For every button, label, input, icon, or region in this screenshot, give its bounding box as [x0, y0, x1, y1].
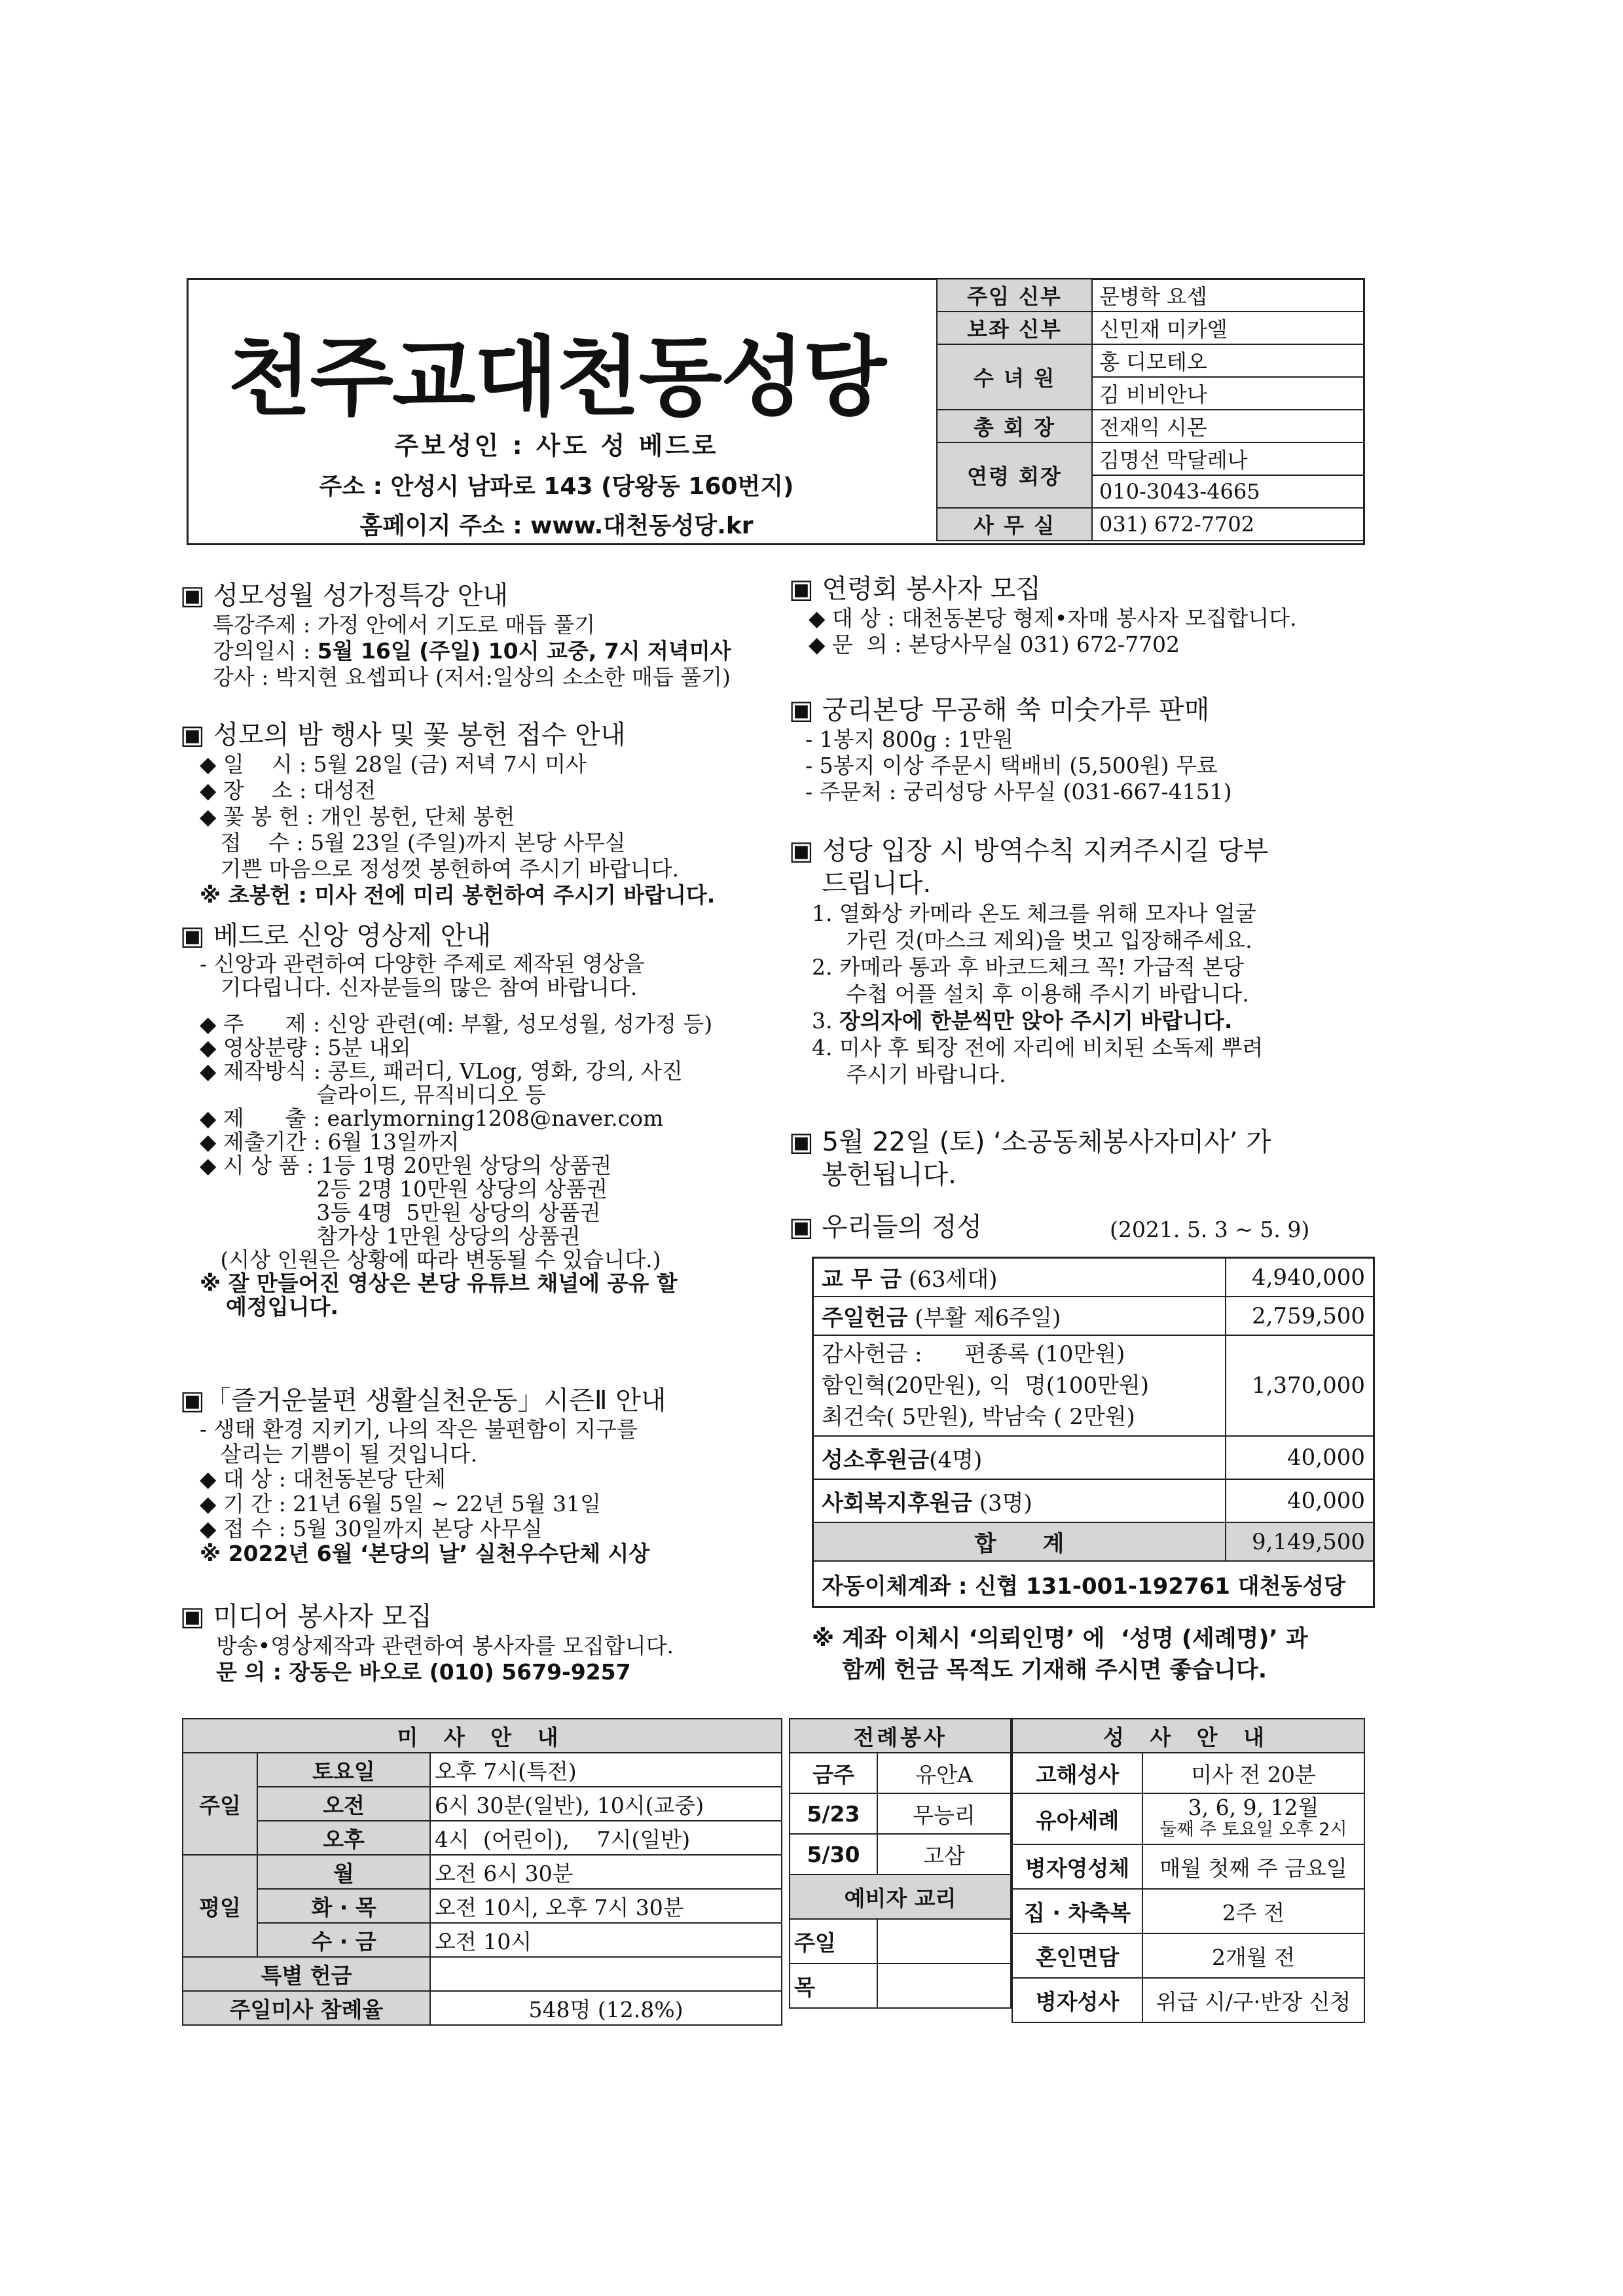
staff-role: 총 회 장 [937, 410, 1092, 442]
total-row [813, 1522, 1374, 1561]
special-offering-label: 특별 헌금 [183, 1957, 430, 1991]
square-bullet-icon: ▣ [180, 921, 213, 951]
text-line: 참가상 1만원 상당의 상품권 [200, 1223, 581, 1249]
staff-name: 신민재 미카엘 [1092, 312, 1364, 344]
section-heading: 미디어 봉사자 모집 [213, 1602, 433, 1632]
table-row [813, 1479, 1374, 1522]
mass-day: 토요일 [257, 1753, 430, 1787]
text-line: ◆ 대 상 : 대천동본당 단체 [200, 1466, 446, 1492]
text-line: 강의일시 : [213, 638, 318, 664]
mass-time: 오전 6시 30분 [430, 1855, 782, 1889]
square-bullet-icon: ▣ [180, 1602, 213, 1632]
liturgy-date: 금주 [790, 1753, 877, 1793]
sacrament-label: 집 · 차축복 [1012, 1889, 1142, 1933]
offering-label: 주일헌금 [822, 1305, 908, 1331]
text-line: 방송•영상제작과 관련하여 봉사자를 모집합니다. [216, 1633, 674, 1659]
liturgy-date: 5/30 [790, 1834, 877, 1874]
square-bullet-icon: ▣ [789, 1212, 822, 1242]
liturgy-group: 고삼 [877, 1834, 1011, 1874]
square-bullet-icon: ▣ [789, 1127, 822, 1157]
total-label: 합 계 [813, 1522, 1226, 1561]
section-heading: 성모성월 성가정특강 안내 [213, 581, 508, 611]
text-line: 기다립니다. 신자분들의 많은 참여 바랍니다. [200, 975, 638, 1000]
sacraments-table [1012, 1718, 1365, 2023]
table-row [813, 1561, 1374, 1607]
square-bullet-icon: ▣ [789, 836, 822, 866]
text-line: ◆ 꽃 봉 헌 : 개인 봉헌, 단체 봉헌 [200, 804, 515, 829]
catechism-title: 예비자 교리 [790, 1874, 1011, 1919]
text-line: 슬라이드, 뮤직비디오 등 [200, 1082, 546, 1107]
church-address: 주소 : 안성시 남파로 143 (당왕동 160번지) [319, 473, 794, 500]
liturgy-title: 전례봉사 [790, 1719, 1011, 1753]
bold-rule: 장의자에 한분씩만 앉아 주시기 바랍니다. [839, 1008, 1233, 1033]
section-offering [789, 1211, 1391, 1244]
section-heading: 궁리본당 무공해 쑥 미숫가루 판매 [822, 695, 1210, 725]
offering-value: 2,759,500 [1226, 1297, 1374, 1335]
staff-name: 문병학 요셉 [1092, 279, 1364, 312]
mass-time: 4시 (어린이), 7시(일반) [430, 1821, 782, 1855]
offering-label: 성소후원금 [822, 1446, 930, 1473]
mass-day: 오전 [257, 1787, 430, 1821]
staff-role: 보좌 신부 [937, 312, 1092, 344]
section-heading-cont: 봉헌됩니다. [822, 1160, 957, 1190]
weekday-label: 평일 [183, 1855, 257, 1957]
offering-label: 사회복지후원금 [822, 1490, 972, 1516]
text-line: ◆ 일 시 : 5월 28일 (금) 저녁 7시 미사 [200, 751, 587, 777]
offering-sub: (63세대) [902, 1266, 998, 1293]
homepage-address: 홈페이지 주소 : www.대천동성당.kr [359, 512, 754, 539]
staff-role: 수 녀 원 [937, 344, 1092, 410]
offering-table [812, 1257, 1375, 1608]
liturgy-group: 무능리 [877, 1793, 1011, 1834]
text-line: 주시기 바랍니다. [812, 1062, 1006, 1087]
text-line: - 신앙과 관련하여 다양한 주제로 제작된 영상을 [200, 951, 645, 977]
liturgy-table [789, 1718, 1012, 2009]
note-line: ※ 계좌 이체시 ‘의뢰인명’ 에 ‘성명 (세례명)’ 과 [812, 1626, 1308, 1652]
offering-value: 4,940,000 [1226, 1258, 1374, 1297]
section-heading: 5월 22일 (토) ‘소공동체봉사자미사’ 가 [822, 1127, 1271, 1157]
section-green-campaign [180, 1384, 769, 1566]
staff-name: 김 비비안나 [1092, 377, 1364, 410]
text-line: ◆ 접 수 : 5월 30일까지 본당 사무실 [200, 1516, 543, 1541]
offering-value: 1,370,000 [1226, 1335, 1374, 1436]
staff-phone: 010-3043-4665 [1092, 475, 1364, 508]
mass-time: 오전 10시, 오후 7시 30분 [430, 1889, 782, 1923]
offering-period: (2021. 5. 3 ~ 5. 9) [1110, 1217, 1310, 1242]
mass-time: 오전 10시 [430, 1923, 782, 1957]
sunday-label: 주일 [183, 1753, 257, 1855]
mass-day: 오후 [257, 1821, 430, 1855]
text-line: 특강주제 : 가정 안에서 기도로 매듭 풀기 [213, 612, 596, 637]
text-line: ◆ 기 간 : 21년 6월 5일 ~ 22년 5월 31일 [200, 1491, 602, 1516]
text-line: ◆ 영상분량 : 5분 내외 [200, 1035, 411, 1060]
mass-time: 6시 30분(일반), 10시(교중) [430, 1787, 782, 1821]
text-line: 접 수 : 5월 23일 (주일)까지 본당 사무실 [200, 830, 626, 855]
catechism-value [877, 1964, 1011, 2008]
staff-name: 홍 디모테오 [1092, 344, 1364, 377]
square-bullet-icon: ▣ [180, 1386, 205, 1416]
section-media-volunteers [180, 1600, 769, 1685]
contact-line: 문 의 : 장동은 바오로 (010) 5679-9257 [216, 1659, 631, 1685]
note-line: 함께 헌금 목적도 기재해 주시면 좋습니다. [842, 1657, 1267, 1683]
staff-role: 사 무 실 [937, 508, 1092, 541]
table-row [813, 1297, 1374, 1335]
text-line: (시상 인원은 상황에 따라 변동될 수 있습니다.) [200, 1247, 661, 1272]
sacrament-value: 2개월 전 [1142, 1933, 1364, 1978]
text-line: 3. [812, 1008, 839, 1033]
section-heading: 연령회 봉사자 모집 [822, 574, 1042, 604]
office-phone: 031) 672-7702 [1092, 508, 1364, 541]
square-bullet-icon: ▣ [789, 695, 822, 725]
special-offering-value [430, 1957, 782, 1991]
offering-sub: (3명) [972, 1490, 1032, 1516]
table-row [813, 1335, 1374, 1436]
section-heading-cont: 드립니다. [822, 869, 932, 899]
text-line: 수첩 어플 설치 후 이용해 주시기 바랍니다. [812, 981, 1249, 1007]
thanks-line: 함인혁(20만원), 익 명(100만원) [822, 1372, 1150, 1399]
text-line: - 생태 환경 지키기, 나의 작은 불편함이 지구를 [200, 1416, 638, 1442]
sacrament-label: 유아세례 [1012, 1793, 1142, 1844]
note-line: ※ 2022년 6월 ‘본당의 날’ 실천우수단체 시상 [200, 1541, 650, 1566]
offering-label: 교 무 금 [822, 1266, 902, 1293]
liturgy-group: 유안A [877, 1753, 1011, 1793]
offering-sub: (4명) [929, 1446, 983, 1473]
offering-note [812, 1623, 1401, 1686]
text-line: 2등 2명 10만원 상당의 상품권 [200, 1176, 608, 1202]
square-bullet-icon: ▣ [180, 720, 213, 750]
table-row [813, 1258, 1374, 1297]
mass-title: 미 사 안 내 [183, 1719, 782, 1753]
text-line: - 5봉지 이상 주문시 택배비 (5,500원) 무료 [805, 753, 1218, 778]
text-line: ◆ 제출기간 : 6월 13일까지 [200, 1129, 460, 1155]
text-line: ◆ 문 의 : 본당사무실 031) 672-7702 [809, 632, 1180, 657]
text-line: ◆ 주 제 : 신앙 관련(예: 부활, 성모성월, 성가정 등) [200, 1011, 713, 1037]
section-family-lecture [180, 579, 769, 691]
staff-role: 연령 회장 [937, 442, 1092, 508]
text-line: - 1봉지 800g : 1만원 [805, 726, 1013, 752]
sacrament-label: 고해성사 [1012, 1753, 1142, 1793]
lecture-date: 5월 16일 (주일) 10시 교중, 7시 저녁미사 [317, 638, 731, 664]
sacraments-title: 성 사 안 내 [1012, 1719, 1364, 1753]
note-line: 예정입니다. [226, 1294, 338, 1319]
staff-table [936, 278, 1365, 541]
section-video-contest [180, 920, 769, 1319]
text-line: 4. 미사 후 퇴장 전에 자리에 비치된 소독제 뿌려 [812, 1035, 1264, 1060]
catechism-value [877, 1919, 1011, 1964]
sacrament-value: 미사 전 20분 [1142, 1753, 1364, 1793]
patron-saint: 주보성인 : 사도 성 베드로 [394, 431, 719, 460]
section-heading: 우리들의 정성 [822, 1212, 983, 1242]
sacrament-value: 위급 시/구·반장 신청 [1142, 1978, 1364, 2022]
catechism-day: 주일 [790, 1919, 877, 1964]
text-line: 3등 4명 5만원 상당의 상품권 [200, 1200, 601, 1225]
sacrament-value: 2주 전 [1142, 1889, 1364, 1933]
bank-account: 자동이체계좌 : 신협 131-001-192761 대천동성당 [813, 1561, 1374, 1607]
text-line: 강사 : 박지현 요셉피나 (저서:일상의 소소한 매듭 풀기) [213, 664, 731, 690]
spacer-line [200, 999, 769, 1013]
mass-time: 오후 7시(특전) [430, 1753, 782, 1787]
mass-schedule-table [182, 1718, 782, 2026]
offering-value: 40,000 [1226, 1479, 1374, 1522]
mass-day: 화 · 목 [257, 1889, 430, 1923]
section-marian-night [180, 719, 769, 908]
note-line: ※ 초봉헌 : 미사 전에 미리 봉헌하여 주시기 바랍니다. [200, 882, 716, 908]
square-bullet-icon: ▣ [789, 574, 822, 604]
catechism-day: 목 [790, 1964, 877, 2008]
offering-value: 40,000 [1226, 1436, 1374, 1479]
mass-day: 월 [257, 1855, 430, 1889]
section-mugwort-sale [789, 694, 1391, 805]
sacrament-label: 혼인면담 [1012, 1933, 1142, 1978]
text-line: 1. 열화상 카메라 온도 체크를 위해 모자나 얼굴 [812, 901, 1256, 926]
square-bullet-icon: ▣ [180, 581, 213, 611]
attendance-label: 주일미사 참례율 [183, 1991, 430, 2025]
submission-email[interactable]: ◆ 제 출 : earlymorning1208@naver.com [200, 1105, 664, 1131]
staff-name: 김명선 막달레나 [1092, 442, 1364, 475]
text-line: - 주문처 : 궁리성당 사무실 (031-667-4151) [805, 779, 1232, 804]
section-covid-rules [789, 834, 1391, 1088]
thanks-line: 최건숙( 5만원), 박남숙 ( 2만원) [822, 1404, 1135, 1430]
table-row [813, 1436, 1374, 1479]
attendance-value: 548명 (12.8%) [430, 1991, 782, 2025]
sacrament-value: 매월 첫째 주 금요일 [1142, 1844, 1364, 1889]
text-line: ◆ 대 상 : 대천동본당 형제•자매 봉사자 모집합니다. [809, 605, 1297, 631]
thanks-line: 감사헌금 : 편종록 (10만원) [822, 1341, 1125, 1367]
section-heading: 베드로 신앙 영상제 안내 [213, 921, 492, 951]
note-line: ※ 잘 만들어진 영상은 본당 유튜브 채널에 공유 할 [200, 1270, 678, 1296]
mass-day: 수 · 금 [257, 1923, 430, 1957]
offering-sub: (부활 제6주일) [907, 1305, 1061, 1331]
sacrament-value-detail: 둘째 주 토요일 오후 2시 [1159, 1820, 1347, 1840]
text-line: 가린 것(마스크 제외)을 벗고 입장해주세요. [812, 927, 1252, 953]
section-heading: 성모의 밤 행사 및 꽃 봉헌 접수 안내 [213, 720, 626, 750]
text-line: ◆ 장 소 : 대성전 [200, 778, 376, 803]
sacrament-value: 3, 6, 9, 12월 [1188, 1795, 1319, 1820]
text-line: 살리는 기쁨이 될 것입니다. [200, 1441, 478, 1467]
section-funeral-volunteers [789, 573, 1391, 658]
section-heading: 성당 입장 시 방역수칙 지켜주시길 당부 [822, 836, 1269, 866]
text-line: ◆ 시 상 품 : 1등 1명 20만원 상당의 상품권 [200, 1153, 612, 1178]
staff-name: 전재익 시몬 [1092, 410, 1364, 442]
sacrament-label: 병자영성체 [1012, 1844, 1142, 1889]
text-line: ◆ 제작방식 : 콩트, 패러디, VLog, 영화, 강의, 사진 [200, 1058, 683, 1084]
total-value: 9,149,500 [1226, 1522, 1374, 1561]
section-community-mass [789, 1126, 1391, 1191]
text-line: 2. 카메라 통과 후 바코드체크 꼭! 가급적 본당 [812, 954, 1245, 980]
section-heading: 「즐거운불편 생활실천운동」시즌Ⅱ 안내 [204, 1386, 666, 1416]
sacrament-label: 병자성사 [1012, 1978, 1142, 2022]
text-line: 기쁜 마음으로 정성껏 봉헌하여 주시기 바랍니다. [200, 856, 679, 882]
staff-role: 주임 신부 [937, 279, 1092, 312]
liturgy-date: 5/23 [790, 1793, 877, 1834]
parish-title: 천주교대천동성당 [227, 327, 886, 428]
